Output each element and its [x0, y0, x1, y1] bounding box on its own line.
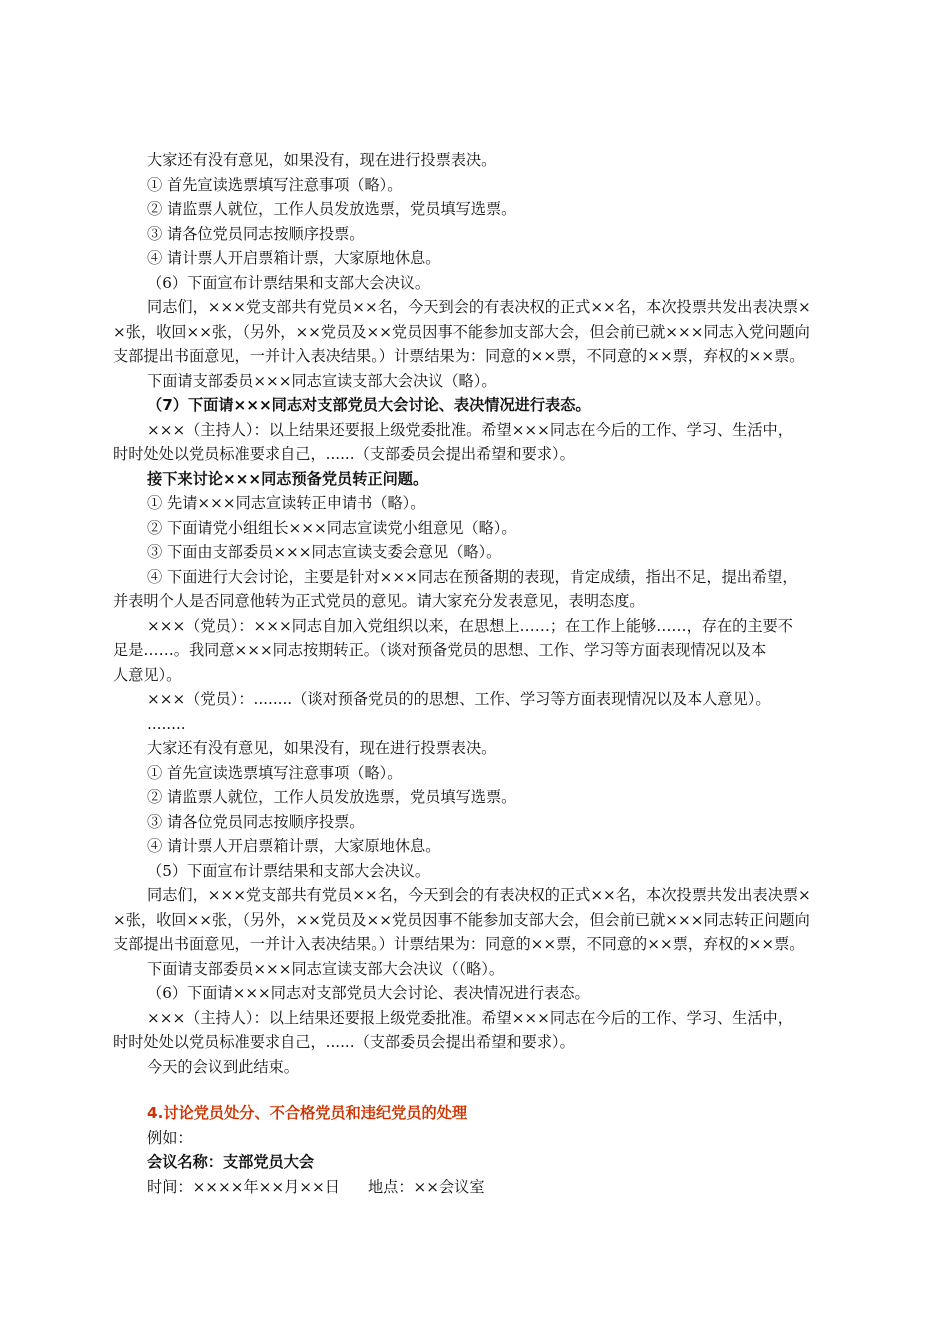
paragraph: ×××（党员）：×××同志自加入党组织以来，在思想上……；在工作上能够……，存在的主要不 — [147, 616, 793, 635]
paragraph: ×××（主持人）：以上结果还要报上级党委批准。希望×××同志在今后的工作、学习、生活中， — [147, 1008, 793, 1027]
paragraph-cont: 并表明个人是否同意他转为正式党员的意见。请大家充分发表意见，表明态度。 — [113, 592, 645, 610]
paragraph: 同志们，×××党支部共有党员××名，今天到会的有表决权的正式××名，本次投票共发出表决票× — [147, 886, 811, 904]
section-item: （5）下面宣布计票结果和支部大会决议。 — [147, 861, 431, 880]
meeting-place: 地点：××会议室 — [367, 1177, 485, 1196]
list-item: ② 请监票人就位，工作人员发放选票，党员填写选票。 — [147, 200, 517, 218]
paragraph: ×××（主持人）：以上结果还要报上级党委批准。希望×××同志在今后的工作、学习、生活中， — [147, 420, 793, 439]
list-item: ③ 请各位党员同志按顺序投票。 — [147, 224, 365, 243]
spacer — [113, 1079, 843, 1101]
list-item: ③ 请各位党员同志按顺序投票。 — [147, 812, 365, 831]
paragraph-cont: 人意见）。 — [113, 665, 182, 684]
paragraph-cont: 足是……。我同意×××同志按期转正。（谈对预备党员的思想、工作、学习等方面表现情况以及本 — [113, 641, 767, 659]
ellipsis-line: ........ — [147, 714, 186, 733]
list-item: ④ 请计票人开启票箱计票，大家原地休息。 — [147, 837, 441, 855]
paragraph: 同志们，×××党支部共有党员××名，今天到会的有表决权的正式××名，本次投票共发出表决票× — [147, 298, 811, 316]
paragraph: 大家还有没有意见，如果没有，现在进行投票表决。 — [147, 151, 497, 169]
bold-heading: 接下来讨论×××同志预备党员转正问题。 — [147, 469, 429, 488]
paragraph-cont: ×张，收回××张，（另外，××党员及××党员因事不能参加支部大会，但会前已就×××同志转正问题向 — [113, 910, 810, 929]
meeting-name: 会议名称：支部党员大会 — [147, 1153, 315, 1171]
paragraph: ×××（党员）：........（谈对预备党员的的思想、工作、学习等方面表现情况以及本人意见）。 — [147, 690, 771, 708]
paragraph: 下面请支部委员×××同志宣读支部大会决议（略）。 — [147, 371, 497, 390]
paragraph-cont: 支部提出书面意见，一并计入表决结果。）计票结果为：同意的××票，不同意的××票，弃权的××票。 — [113, 935, 805, 953]
paragraph: 例如： — [147, 1128, 193, 1147]
paragraph: 大家还有没有意见，如果没有，现在进行投票表决。 — [147, 739, 497, 757]
paragraph: 今天的会议到此结束。 — [147, 1057, 299, 1076]
paragraph: 下面请支部委员×××同志宣读支部大会决议（（略）。 — [147, 959, 505, 978]
section-item: （6）下面宣布计票结果和支部大会决议。 — [147, 273, 431, 292]
list-item: ① 先请×××同志宣读转正申请书（略）。 — [147, 494, 426, 512]
meeting-time: 时间：××××年××月××日 — [147, 1177, 340, 1196]
paragraph-cont: 时时处处以党员标准要求自己，......（支部委员会提出希望和要求）。 — [113, 1033, 575, 1051]
paragraph-cont: 支部提出书面意见，一并计入表决结果。）计票结果为：同意的××票，不同意的××票，弃权的××票。 — [113, 347, 805, 365]
bold-heading: （7）下面请×××同志对支部党员大会讨论、表决情况进行表态。 — [147, 396, 591, 414]
list-item: ② 请监票人就位，工作人员发放选票，党员填写选票。 — [147, 788, 517, 806]
document-body — [113, 148, 843, 1199]
paragraph-cont: 时时处处以党员标准要求自己，......（支部委员会提出希望和要求）。 — [113, 445, 575, 463]
list-item: ① 首先宣读选票填写注意事项（略）。 — [147, 763, 403, 782]
list-item: ② 下面请党小组组长×××同志宣读党小组意见（略）。 — [147, 518, 517, 537]
meeting-time-place — [113, 1175, 843, 1200]
list-item: ① 首先宣读选票填写注意事项（略）。 — [147, 175, 403, 194]
list-item: ④ 下面进行大会讨论，主要是针对×××同志在预备期的表现，肯定成绩，指出不足，提出希望， — [147, 567, 798, 586]
list-item: ④ 请计票人开启票箱计票，大家原地休息。 — [147, 249, 441, 267]
section-heading: 4.讨论党员处分、不合格党员和违纪党员的处理 — [147, 1104, 468, 1122]
list-item: ③ 下面由支部委员×××同志宣读支委会意见（略）。 — [147, 543, 502, 561]
paragraph-cont: ×张，收回××张，（另外，××党员及××党员因事不能参加支部大会，但会前已就×××同志入党问题向 — [113, 322, 810, 341]
section-item: （6）下面请×××同志对支部党员大会讨论、表决情况进行表态。 — [147, 984, 590, 1002]
